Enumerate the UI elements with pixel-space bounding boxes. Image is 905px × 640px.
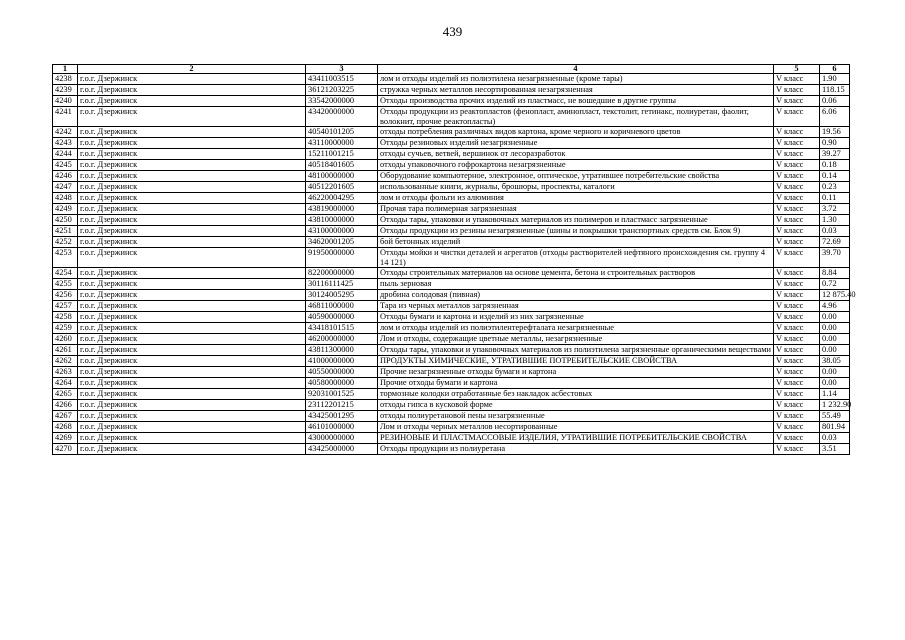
waste-amount-cell: 0.90: [820, 138, 850, 149]
table-row: [53, 160, 850, 171]
waste-amount-cell: 4.96: [820, 301, 850, 312]
waste-amount-cell: 1 232.90: [820, 400, 850, 411]
waste-amount-cell: 8.84: [820, 268, 850, 279]
waste-amount-cell: 0.00: [820, 312, 850, 323]
waste-description-cell: лом и отходы изделий из полиэтилена незагрязненные (кроме тары): [378, 74, 774, 85]
table-row: [53, 378, 850, 389]
table-row: [53, 389, 850, 400]
waste-description-cell: Лом и отходы черных металлов несортированные: [378, 422, 774, 433]
hazard-class-cell: V класс: [774, 160, 820, 171]
district-name-cell: г.о.г. Дзержинск: [78, 378, 306, 389]
district-name-cell: г.о.г. Дзержинск: [78, 160, 306, 171]
row-number-cell: 4265: [53, 389, 78, 400]
table-row: [53, 248, 850, 268]
waste-description-cell: отходы потребления различных видов картона, кроме черного и коричневого цветов: [378, 127, 774, 138]
row-number-cell: 4247: [53, 182, 78, 193]
row-number-cell: 4266: [53, 400, 78, 411]
district-name-cell: г.о.г. Дзержинск: [78, 248, 306, 268]
waste-code-cell: 43110000000: [306, 138, 378, 149]
hazard-class-cell: V класс: [774, 378, 820, 389]
table-row: [53, 356, 850, 367]
district-name-cell: г.о.г. Дзержинск: [78, 138, 306, 149]
waste-description-cell: пыль зерновая: [378, 279, 774, 290]
row-number-cell: 4260: [53, 334, 78, 345]
table-row: [53, 422, 850, 433]
waste-code-cell: 46101000000: [306, 422, 378, 433]
row-number-cell: 4246: [53, 171, 78, 182]
waste-description-cell: использованные книги, журналы, брошюры, проспекты, каталоги: [378, 182, 774, 193]
waste-description-cell: Прочие незагрязненные отходы бумаги и картона: [378, 367, 774, 378]
waste-description-cell: Тара из черных металлов загрязненная: [378, 301, 774, 312]
row-number-cell: 4258: [53, 312, 78, 323]
waste-code-cell: 40580000000: [306, 378, 378, 389]
waste-amount-cell: 0.00: [820, 345, 850, 356]
hazard-class-cell: V класс: [774, 389, 820, 400]
row-number-cell: 4267: [53, 411, 78, 422]
waste-description-cell: отходы полиуретановой пены незагрязненные: [378, 411, 774, 422]
row-number-cell: 4268: [53, 422, 78, 433]
table-row: [53, 334, 850, 345]
hazard-class-cell: V класс: [774, 268, 820, 279]
row-number-cell: 4251: [53, 226, 78, 237]
waste-description-cell: Прочие отходы бумаги и картона: [378, 378, 774, 389]
hazard-class-cell: V класс: [774, 400, 820, 411]
waste-amount-cell: 0.00: [820, 367, 850, 378]
hazard-class-cell: V класс: [774, 444, 820, 455]
hazard-class-cell: V класс: [774, 279, 820, 290]
table-row: [53, 171, 850, 182]
hazard-class-cell: V класс: [774, 334, 820, 345]
table-row: [53, 215, 850, 226]
row-number-cell: 4240: [53, 96, 78, 107]
table-row: [53, 204, 850, 215]
table-row: [53, 182, 850, 193]
waste-amount-cell: 0.00: [820, 334, 850, 345]
table-row: [53, 85, 850, 96]
row-number-cell: 4252: [53, 237, 78, 248]
district-name-cell: г.о.г. Дзержинск: [78, 323, 306, 334]
waste-amount-cell: 0.03: [820, 433, 850, 444]
hazard-class-cell: V класс: [774, 290, 820, 301]
row-number-cell: 4249: [53, 204, 78, 215]
row-number-cell: 4263: [53, 367, 78, 378]
waste-code-cell: 40518401605: [306, 160, 378, 171]
column-header: 2: [78, 65, 306, 74]
district-name-cell: г.о.г. Дзержинск: [78, 268, 306, 279]
hazard-class-cell: V класс: [774, 367, 820, 378]
waste-description-cell: Отходы тары, упаковки и упаковочных материалов из полиэтилена загрязненные органическими веществами: [378, 345, 774, 356]
row-number-cell: 4262: [53, 356, 78, 367]
table-row: [53, 237, 850, 248]
waste-description-cell: Оборудование компьютерное, электронное, оптическое, утратившее потребительские свойства: [378, 171, 774, 182]
waste-description-cell: лом и отходы фольги из алюминия: [378, 193, 774, 204]
waste-description-cell: Отходы мойки и чистки деталей и агрегатов (отходы растворителей нефтяного происхождения см. группу 4 14 121): [378, 248, 774, 268]
hazard-class-cell: V класс: [774, 204, 820, 215]
waste-amount-cell: 1.90: [820, 74, 850, 85]
district-name-cell: г.о.г. Дзержинск: [78, 204, 306, 215]
waste-code-cell: 30116111425: [306, 279, 378, 290]
waste-code-cell: 43100000000: [306, 226, 378, 237]
row-number-cell: 4259: [53, 323, 78, 334]
waste-description-cell: Отходы производства прочих изделий из пластмасс, не вошедшие в другие группы: [378, 96, 774, 107]
district-name-cell: г.о.г. Дзержинск: [78, 356, 306, 367]
district-name-cell: г.о.г. Дзержинск: [78, 433, 306, 444]
table-row: [53, 149, 850, 160]
table-row: [53, 268, 850, 279]
column-header: 6: [820, 65, 850, 74]
waste-code-cell: 43811300000: [306, 345, 378, 356]
column-header: 3: [306, 65, 378, 74]
column-header: 1: [53, 65, 78, 74]
waste-code-cell: 43425000000: [306, 444, 378, 455]
waste-amount-cell: 801.94: [820, 422, 850, 433]
table-row: [53, 433, 850, 444]
district-name-cell: г.о.г. Дзержинск: [78, 279, 306, 290]
table-row: [53, 345, 850, 356]
waste-amount-cell: 0.11: [820, 193, 850, 204]
waste-description-cell: Отходы продукции из резины незагрязненные (шины и покрышки транспортных средств см. Блок 9): [378, 226, 774, 237]
table-row: [53, 226, 850, 237]
waste-amount-cell: 3.51: [820, 444, 850, 455]
district-name-cell: г.о.г. Дзержинск: [78, 312, 306, 323]
table-row: [53, 193, 850, 204]
row-number-cell: 4257: [53, 301, 78, 312]
row-number-cell: 4238: [53, 74, 78, 85]
hazard-class-cell: V класс: [774, 226, 820, 237]
district-name-cell: г.о.г. Дзержинск: [78, 74, 306, 85]
waste-code-cell: 46811000000: [306, 301, 378, 312]
waste-code-cell: 23112201215: [306, 400, 378, 411]
hazard-class-cell: V класс: [774, 182, 820, 193]
hazard-class-cell: V класс: [774, 74, 820, 85]
district-name-cell: г.о.г. Дзержинск: [78, 444, 306, 455]
district-name-cell: г.о.г. Дзержинск: [78, 85, 306, 96]
hazard-class-cell: V класс: [774, 312, 820, 323]
waste-registry-table: [52, 64, 856, 455]
waste-code-cell: 40512201605: [306, 182, 378, 193]
waste-code-cell: 43425001295: [306, 411, 378, 422]
hazard-class-cell: V класс: [774, 171, 820, 182]
column-header: 5: [774, 65, 820, 74]
table-row: [53, 444, 850, 455]
waste-description-cell: ПРОДУКТЫ ХИМИЧЕСКИЕ, УТРАТИВШИЕ ПОТРЕБИТЕЛЬСКИЕ СВОЙСТВА: [378, 356, 774, 367]
waste-description-cell: Отходы строительных материалов на основе цемента, бетона и строительных растворов: [378, 268, 774, 279]
waste-amount-cell: 0.14: [820, 171, 850, 182]
waste-description-cell: отходы сучьев, ветвей, вершинок от лесоразработок: [378, 149, 774, 160]
district-name-cell: г.о.г. Дзержинск: [78, 345, 306, 356]
hazard-class-cell: V класс: [774, 301, 820, 312]
hazard-class-cell: V класс: [774, 433, 820, 444]
waste-code-cell: 91950000000: [306, 248, 378, 268]
district-name-cell: г.о.г. Дзержинск: [78, 400, 306, 411]
row-number-cell: 4264: [53, 378, 78, 389]
table-row: [53, 74, 850, 85]
waste-description-cell: Отходы тары, упаковки и упаковочных материалов из полимеров и пластмасс загрязненные: [378, 215, 774, 226]
page-number: 439: [442, 24, 463, 39]
waste-amount-cell: 72.69: [820, 237, 850, 248]
district-name-cell: г.о.г. Дзержинск: [78, 422, 306, 433]
waste-code-cell: 43819000000: [306, 204, 378, 215]
row-number-cell: 4253: [53, 248, 78, 268]
table-row: [53, 127, 850, 138]
waste-amount-cell: 55.49: [820, 411, 850, 422]
table-row: [53, 367, 850, 378]
waste-code-cell: 36121203225: [306, 85, 378, 96]
district-name-cell: г.о.г. Дзержинск: [78, 237, 306, 248]
hazard-class-cell: V класс: [774, 107, 820, 127]
district-name-cell: г.о.г. Дзержинск: [78, 226, 306, 237]
table-row: [53, 301, 850, 312]
waste-code-cell: 40540101205: [306, 127, 378, 138]
hazard-class-cell: V класс: [774, 127, 820, 138]
waste-description-cell: дробина солодовая (пивная): [378, 290, 774, 301]
waste-amount-cell: 38.05: [820, 356, 850, 367]
row-number-cell: 4241: [53, 107, 78, 127]
row-number-cell: 4245: [53, 160, 78, 171]
hazard-class-cell: V класс: [774, 138, 820, 149]
waste-description-cell: Отходы продукции из полиуретана: [378, 444, 774, 455]
waste-amount-cell: 0.00: [820, 378, 850, 389]
table-body: [53, 74, 856, 455]
district-name-cell: г.о.г. Дзержинск: [78, 182, 306, 193]
header-row: [53, 65, 850, 74]
waste-code-cell: 43420000000: [306, 107, 378, 127]
waste-description-cell: бой бетонных изделий: [378, 237, 774, 248]
hazard-class-cell: V класс: [774, 323, 820, 334]
hazard-class-cell: V класс: [774, 237, 820, 248]
waste-code-cell: 43000000000: [306, 433, 378, 444]
district-name-cell: г.о.г. Дзержинск: [78, 171, 306, 182]
waste-amount-cell: 39.70: [820, 248, 850, 268]
hazard-class-cell: V класс: [774, 411, 820, 422]
hazard-class-cell: V класс: [774, 345, 820, 356]
waste-description-cell: Отходы бумаги и картона и изделий из них загрязненные: [378, 312, 774, 323]
district-name-cell: г.о.г. Дзержинск: [78, 107, 306, 127]
table-row: [53, 400, 850, 411]
waste-code-cell: 15211001215: [306, 149, 378, 160]
hazard-class-cell: V класс: [774, 193, 820, 204]
waste-code-cell: 41000000000: [306, 356, 378, 367]
waste-amount-cell: 0.03: [820, 226, 850, 237]
row-number-cell: 4255: [53, 279, 78, 290]
hazard-class-cell: V класс: [774, 422, 820, 433]
waste-description-cell: лом и отходы изделий из полиэтилентерефталата незагрязненные: [378, 323, 774, 334]
waste-amount-cell: 3.72: [820, 204, 850, 215]
waste-description-cell: Лом и отходы, содержащие цветные металлы, незагрязненные: [378, 334, 774, 345]
row-number-cell: 4254: [53, 268, 78, 279]
waste-description-cell: РЕЗИНОВЫЕ И ПЛАСТМАССОВЫЕ ИЗДЕЛИЯ, УТРАТИВШИЕ ПОТРЕБИТЕЛЬСКИЕ СВОЙСТВА: [378, 433, 774, 444]
waste-amount-cell: 118.15: [820, 85, 850, 96]
table-row: [53, 96, 850, 107]
row-number-cell: 4256: [53, 290, 78, 301]
row-number-cell: 4270: [53, 444, 78, 455]
hazard-class-cell: V класс: [774, 96, 820, 107]
district-name-cell: г.о.г. Дзержинск: [78, 215, 306, 226]
waste-description-cell: стружка черных металлов несортированная незагрязненная: [378, 85, 774, 96]
table-row: [53, 323, 850, 334]
district-name-cell: г.о.г. Дзержинск: [78, 149, 306, 160]
waste-amount-cell: 1.30: [820, 215, 850, 226]
row-number-cell: 4248: [53, 193, 78, 204]
waste-code-cell: 46220004295: [306, 193, 378, 204]
waste-amount-cell: 0.00: [820, 323, 850, 334]
district-name-cell: г.о.г. Дзержинск: [78, 334, 306, 345]
table-row: [53, 107, 850, 127]
hazard-class-cell: V класс: [774, 149, 820, 160]
waste-code-cell: 34620001205: [306, 237, 378, 248]
waste-code-cell: 48100000000: [306, 171, 378, 182]
waste-code-cell: 43418101515: [306, 323, 378, 334]
hazard-class-cell: V класс: [774, 215, 820, 226]
waste-amount-cell: 0.72: [820, 279, 850, 290]
waste-description-cell: тормозные колодки отработанные без накладок асбестовых: [378, 389, 774, 400]
row-number-cell: 4242: [53, 127, 78, 138]
row-number-cell: 4239: [53, 85, 78, 96]
district-name-cell: г.о.г. Дзержинск: [78, 367, 306, 378]
column-header: 4: [378, 65, 774, 74]
hazard-class-cell: V класс: [774, 356, 820, 367]
waste-code-cell: 40590000000: [306, 312, 378, 323]
waste-description-cell: отходы гипса в кусковой форме: [378, 400, 774, 411]
district-name-cell: г.о.г. Дзержинск: [78, 193, 306, 204]
waste-amount-cell: 39.27: [820, 149, 850, 160]
row-number-cell: 4250: [53, 215, 78, 226]
waste-code-cell: 40550000000: [306, 367, 378, 378]
waste-amount-cell: 19.56: [820, 127, 850, 138]
waste-amount-cell: 0.23: [820, 182, 850, 193]
row-number-cell: 4243: [53, 138, 78, 149]
table-row: [53, 411, 850, 422]
waste-description-cell: Отходы продукции из реактопластов (фенопласт, аминопласт, текстолит, гетинакс, полиуретан, фаолит, волокнит, прочие реактопласты): [378, 107, 774, 127]
hazard-class-cell: V класс: [774, 248, 820, 268]
district-name-cell: г.о.г. Дзержинск: [78, 290, 306, 301]
row-number-cell: 4269: [53, 433, 78, 444]
row-number-cell: 4244: [53, 149, 78, 160]
district-name-cell: г.о.г. Дзержинск: [78, 411, 306, 422]
district-name-cell: г.о.г. Дзержинск: [78, 389, 306, 400]
waste-amount-cell: 0.06: [820, 96, 850, 107]
district-name-cell: г.о.г. Дзержинск: [78, 301, 306, 312]
row-number-cell: 4261: [53, 345, 78, 356]
district-name-cell: г.о.г. Дзержинск: [78, 96, 306, 107]
waste-amount-cell: 12 875.40: [820, 290, 850, 301]
waste-description-cell: отходы упаковочного гофрокартона незагрязненные: [378, 160, 774, 171]
waste-code-cell: 33542000000: [306, 96, 378, 107]
district-name-cell: г.о.г. Дзержинск: [78, 127, 306, 138]
table-row: [53, 138, 850, 149]
waste-description-cell: Отходы резиновых изделий незагрязненные: [378, 138, 774, 149]
table-row: [53, 290, 850, 301]
waste-code-cell: 46200000000: [306, 334, 378, 345]
waste-amount-cell: 1.14: [820, 389, 850, 400]
waste-code-cell: 82200000000: [306, 268, 378, 279]
waste-code-cell: 43411003515: [306, 74, 378, 85]
waste-code-cell: 30124005295: [306, 290, 378, 301]
waste-code-cell: 43810000000: [306, 215, 378, 226]
hazard-class-cell: V класс: [774, 85, 820, 96]
waste-amount-cell: 6.06: [820, 107, 850, 127]
waste-amount-cell: 0.18: [820, 160, 850, 171]
waste-code-cell: 92031001525: [306, 389, 378, 400]
waste-description-cell: Прочая тара полимерная загрязненная: [378, 204, 774, 215]
table-row: [53, 279, 850, 290]
table-row: [53, 312, 850, 323]
